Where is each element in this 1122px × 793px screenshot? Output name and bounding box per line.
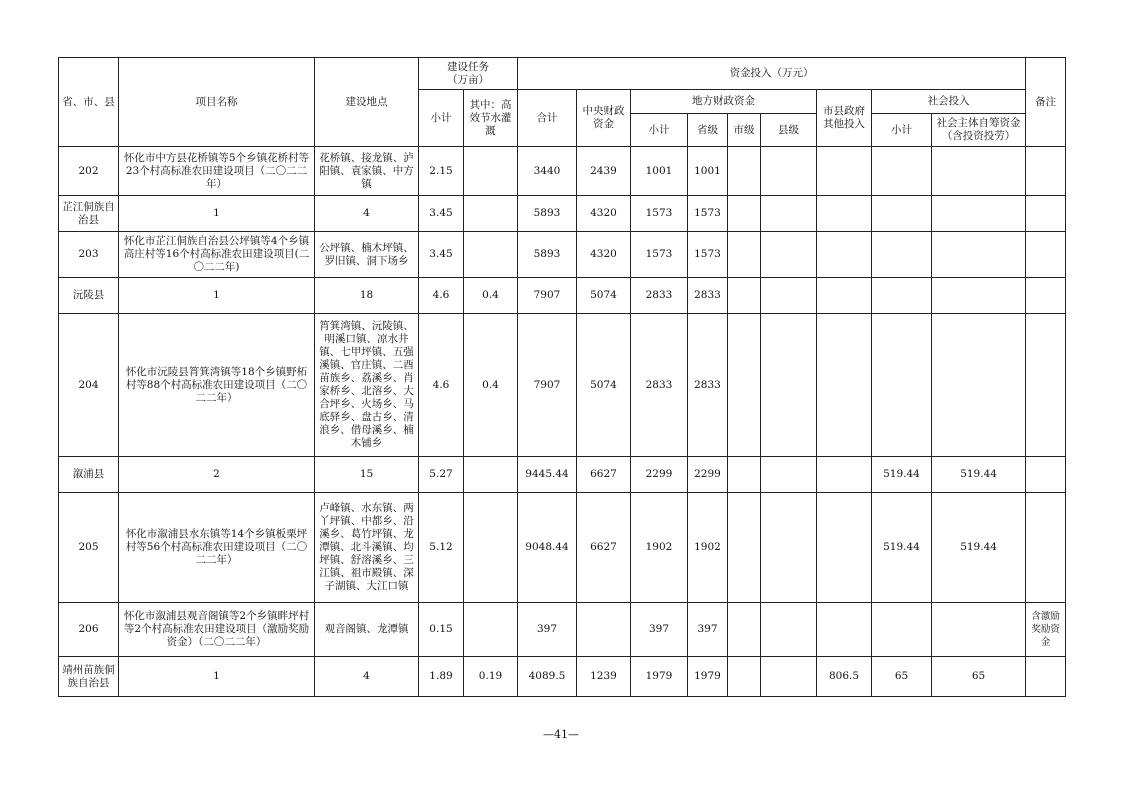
row-location: 4 — [315, 657, 419, 697]
row-central: 2439 — [577, 147, 631, 196]
row-total: 9445.44 — [518, 457, 577, 493]
row-central: 5074 — [577, 314, 631, 457]
row-county — [761, 278, 817, 314]
header-city: 市级 — [728, 114, 761, 147]
row-total: 397 — [518, 603, 577, 657]
row-total: 7907 — [518, 314, 577, 457]
row-location: 观音阁镇、龙潭镇 — [315, 603, 419, 657]
row-other: 806.5 — [817, 657, 872, 697]
row-county — [761, 314, 817, 457]
row-area: 4.6 — [419, 278, 464, 314]
row-city — [728, 657, 761, 697]
header-remarks: 备注 — [1026, 58, 1066, 147]
header-total: 合计 — [518, 90, 577, 147]
row-county — [761, 457, 817, 493]
table-row — [59, 657, 1066, 697]
row-county — [761, 603, 817, 657]
row-self-raised: 519.44 — [932, 493, 1026, 603]
row-local-subtotal: 2299 — [631, 457, 688, 493]
row-irrigation — [464, 493, 518, 603]
header-project-name: 项目名称 — [119, 58, 315, 147]
row-local-subtotal: 1902 — [631, 493, 688, 603]
row-self-raised — [932, 196, 1026, 232]
row-county — [761, 232, 817, 278]
row-county — [761, 196, 817, 232]
row-self-raised — [932, 278, 1026, 314]
page-number: —41— — [543, 728, 579, 741]
header-social-subtotal: 小计 — [872, 114, 932, 147]
row-self-raised: 65 — [932, 657, 1026, 697]
row-total: 9048.44 — [518, 493, 577, 603]
row-city — [728, 278, 761, 314]
row-area: 3.45 — [419, 196, 464, 232]
row-social-subtotal: 519.44 — [872, 493, 932, 603]
row-self-raised — [932, 314, 1026, 457]
row-local-subtotal: 1573 — [631, 232, 688, 278]
header-task-unit: （万亩） — [447, 73, 489, 86]
row-total: 7907 — [518, 278, 577, 314]
row-county — [761, 493, 817, 603]
row-central: 4320 — [577, 232, 631, 278]
row-remarks — [1026, 232, 1066, 278]
table-row — [59, 232, 1066, 278]
header-self-raised: 社会主体自筹资金（含投资投劳） — [932, 114, 1026, 147]
row-other — [817, 278, 872, 314]
row-irrigation — [464, 603, 518, 657]
header-social: 社会投入 — [872, 90, 1026, 114]
row-local-subtotal: 1979 — [631, 657, 688, 697]
table-row — [59, 147, 1066, 196]
row-area: 3.45 — [419, 232, 464, 278]
row-local-subtotal: 2833 — [631, 314, 688, 457]
header-location: 建设地点 — [315, 58, 419, 147]
row-social-subtotal — [872, 147, 932, 196]
header-funds: 资金投入（万元） — [518, 58, 1026, 90]
table-row — [59, 457, 1066, 493]
row-region: 沅陵县 — [59, 278, 119, 314]
row-region: 204 — [59, 314, 119, 457]
row-city — [728, 314, 761, 457]
row-irrigation: 0.4 — [464, 314, 518, 457]
row-region: 溆浦县 — [59, 457, 119, 493]
row-remarks — [1026, 278, 1066, 314]
row-project-name: 怀化市芷江侗族自治县公坪镇等4个乡镇高庄村等16个村高标准农田建设项目(二〇二二年) — [119, 232, 315, 278]
table-row — [59, 278, 1066, 314]
row-other — [817, 603, 872, 657]
row-irrigation: 0.4 — [464, 278, 518, 314]
row-social-subtotal: 65 — [872, 657, 932, 697]
row-other — [817, 314, 872, 457]
row-city — [728, 457, 761, 493]
header-provincial: 省级 — [688, 114, 728, 147]
row-location: 18 — [315, 278, 419, 314]
row-self-raised — [932, 147, 1026, 196]
row-project-name: 怀化市溆浦县观音阁镇等2个乡镇畔坪村等2个村高标准农田建设项目（激励奖励资金）（二〇二二年） — [119, 603, 315, 657]
row-other — [817, 196, 872, 232]
row-project-name: 2 — [119, 457, 315, 493]
header-task-subtotal: 小计 — [419, 90, 464, 147]
header-efficient-irrigation: 其中：高效节水灌溉 — [464, 90, 518, 147]
row-self-raised — [932, 232, 1026, 278]
row-total: 5893 — [518, 196, 577, 232]
row-other — [817, 147, 872, 196]
row-region: 202 — [59, 147, 119, 196]
row-central: 4320 — [577, 196, 631, 232]
row-location: 15 — [315, 457, 419, 493]
row-remarks — [1026, 657, 1066, 697]
row-provincial: 1573 — [688, 196, 728, 232]
row-provincial: 1979 — [688, 657, 728, 697]
row-irrigation — [464, 457, 518, 493]
row-central — [577, 603, 631, 657]
row-local-subtotal: 1573 — [631, 196, 688, 232]
funding-table — [58, 57, 1066, 697]
row-region: 206 — [59, 603, 119, 657]
row-remarks — [1026, 314, 1066, 457]
row-area: 5.27 — [419, 457, 464, 493]
row-total: 4089.5 — [518, 657, 577, 697]
row-provincial: 1902 — [688, 493, 728, 603]
row-central: 1239 — [577, 657, 631, 697]
header-region: 省、市、县 — [59, 58, 119, 147]
row-central: 6627 — [577, 493, 631, 603]
row-remarks — [1026, 196, 1066, 232]
row-central: 6627 — [577, 457, 631, 493]
row-provincial: 2833 — [688, 278, 728, 314]
row-irrigation — [464, 196, 518, 232]
row-social-subtotal — [872, 196, 932, 232]
row-region: 203 — [59, 232, 119, 278]
row-social-subtotal — [872, 603, 932, 657]
row-remarks: 含激励奖励资金 — [1026, 603, 1066, 657]
row-location: 花桥镇、接龙镇、泸阳镇、袁家镇、中方镇 — [315, 147, 419, 196]
row-project-name: 1 — [119, 278, 315, 314]
table-row — [59, 196, 1066, 232]
row-local-subtotal: 397 — [631, 603, 688, 657]
row-area: 0.15 — [419, 603, 464, 657]
row-local-subtotal: 1001 — [631, 147, 688, 196]
row-self-raised: 519.44 — [932, 457, 1026, 493]
header-local-fiscal: 地方财政资金 — [631, 90, 817, 114]
row-area: 1.89 — [419, 657, 464, 697]
row-remarks — [1026, 457, 1066, 493]
row-irrigation: 0.19 — [464, 657, 518, 697]
row-area: 5.12 — [419, 493, 464, 603]
row-central: 5074 — [577, 278, 631, 314]
row-social-subtotal — [872, 232, 932, 278]
header-task-label: 建设任务 — [447, 60, 489, 73]
row-local-subtotal: 2833 — [631, 278, 688, 314]
row-social-subtotal — [872, 278, 932, 314]
row-irrigation — [464, 232, 518, 278]
row-region: 靖州苗族侗族自治县 — [59, 657, 119, 697]
header-city-county-other: 市县政府其他投入 — [817, 90, 872, 147]
row-provincial: 2299 — [688, 457, 728, 493]
row-city — [728, 232, 761, 278]
row-region: 205 — [59, 493, 119, 603]
row-other — [817, 457, 872, 493]
row-project-name: 怀化市溆浦县水东镇等14个乡镇板栗坪村等56个村高标准农田建设项目（二〇二二年） — [119, 493, 315, 603]
row-project-name: 1 — [119, 196, 315, 232]
row-remarks — [1026, 147, 1066, 196]
row-city — [728, 493, 761, 603]
row-city — [728, 196, 761, 232]
row-area: 4.6 — [419, 314, 464, 457]
row-area: 2.15 — [419, 147, 464, 196]
header-local-subtotal: 小计 — [631, 114, 688, 147]
row-project-name: 怀化市中方县花桥镇等5个乡镇花桥村等23个村高标准农田建设项目（二〇二二年） — [119, 147, 315, 196]
table-row — [59, 603, 1066, 657]
row-location: 卢峰镇、水东镇、两丫坪镇、中都乡、沿溪乡、葛竹坪镇、龙潭镇、北斗溪镇、均坪镇、舒溶溪乡、三江镇、祖市殿镇、深子湖镇、大江口镇 — [315, 493, 419, 603]
row-city — [728, 603, 761, 657]
row-project-name: 1 — [119, 657, 315, 697]
row-location: 筲箕湾镇、沅陵镇、明溪口镇、凉水井镇、七甲坪镇、五强溪镇、官庄镇、二酉苗族乡、荔溪乡、肖家桥乡、北溶乡、大合坪乡、火场乡、马底驿乡、盘古乡、清浪乡、借母溪乡、楠木铺乡 — [315, 314, 419, 457]
row-location: 公坪镇、楠木坪镇、罗旧镇、洞下场乡 — [315, 232, 419, 278]
row-total: 5893 — [518, 232, 577, 278]
row-provincial: 397 — [688, 603, 728, 657]
row-total: 3440 — [518, 147, 577, 196]
header-task — [419, 58, 518, 90]
row-region: 芷江侗族自治县 — [59, 196, 119, 232]
row-self-raised — [932, 603, 1026, 657]
row-provincial: 1573 — [688, 232, 728, 278]
row-irrigation — [464, 147, 518, 196]
header-county: 县级 — [761, 114, 817, 147]
table-row — [59, 314, 1066, 457]
row-county — [761, 657, 817, 697]
row-remarks — [1026, 493, 1066, 603]
row-county — [761, 147, 817, 196]
row-project-name: 怀化市沅陵县筲箕湾镇等18个乡镇野柘村等88个村高标准农田建设项目（二〇二二年） — [119, 314, 315, 457]
row-social-subtotal — [872, 314, 932, 457]
row-other — [817, 232, 872, 278]
row-social-subtotal: 519.44 — [872, 457, 932, 493]
row-provincial: 2833 — [688, 314, 728, 457]
row-location: 4 — [315, 196, 419, 232]
row-city — [728, 147, 761, 196]
table-row — [59, 493, 1066, 603]
header-central-funds: 中央财政资金 — [577, 90, 631, 147]
row-other — [817, 493, 872, 603]
row-provincial: 1001 — [688, 147, 728, 196]
